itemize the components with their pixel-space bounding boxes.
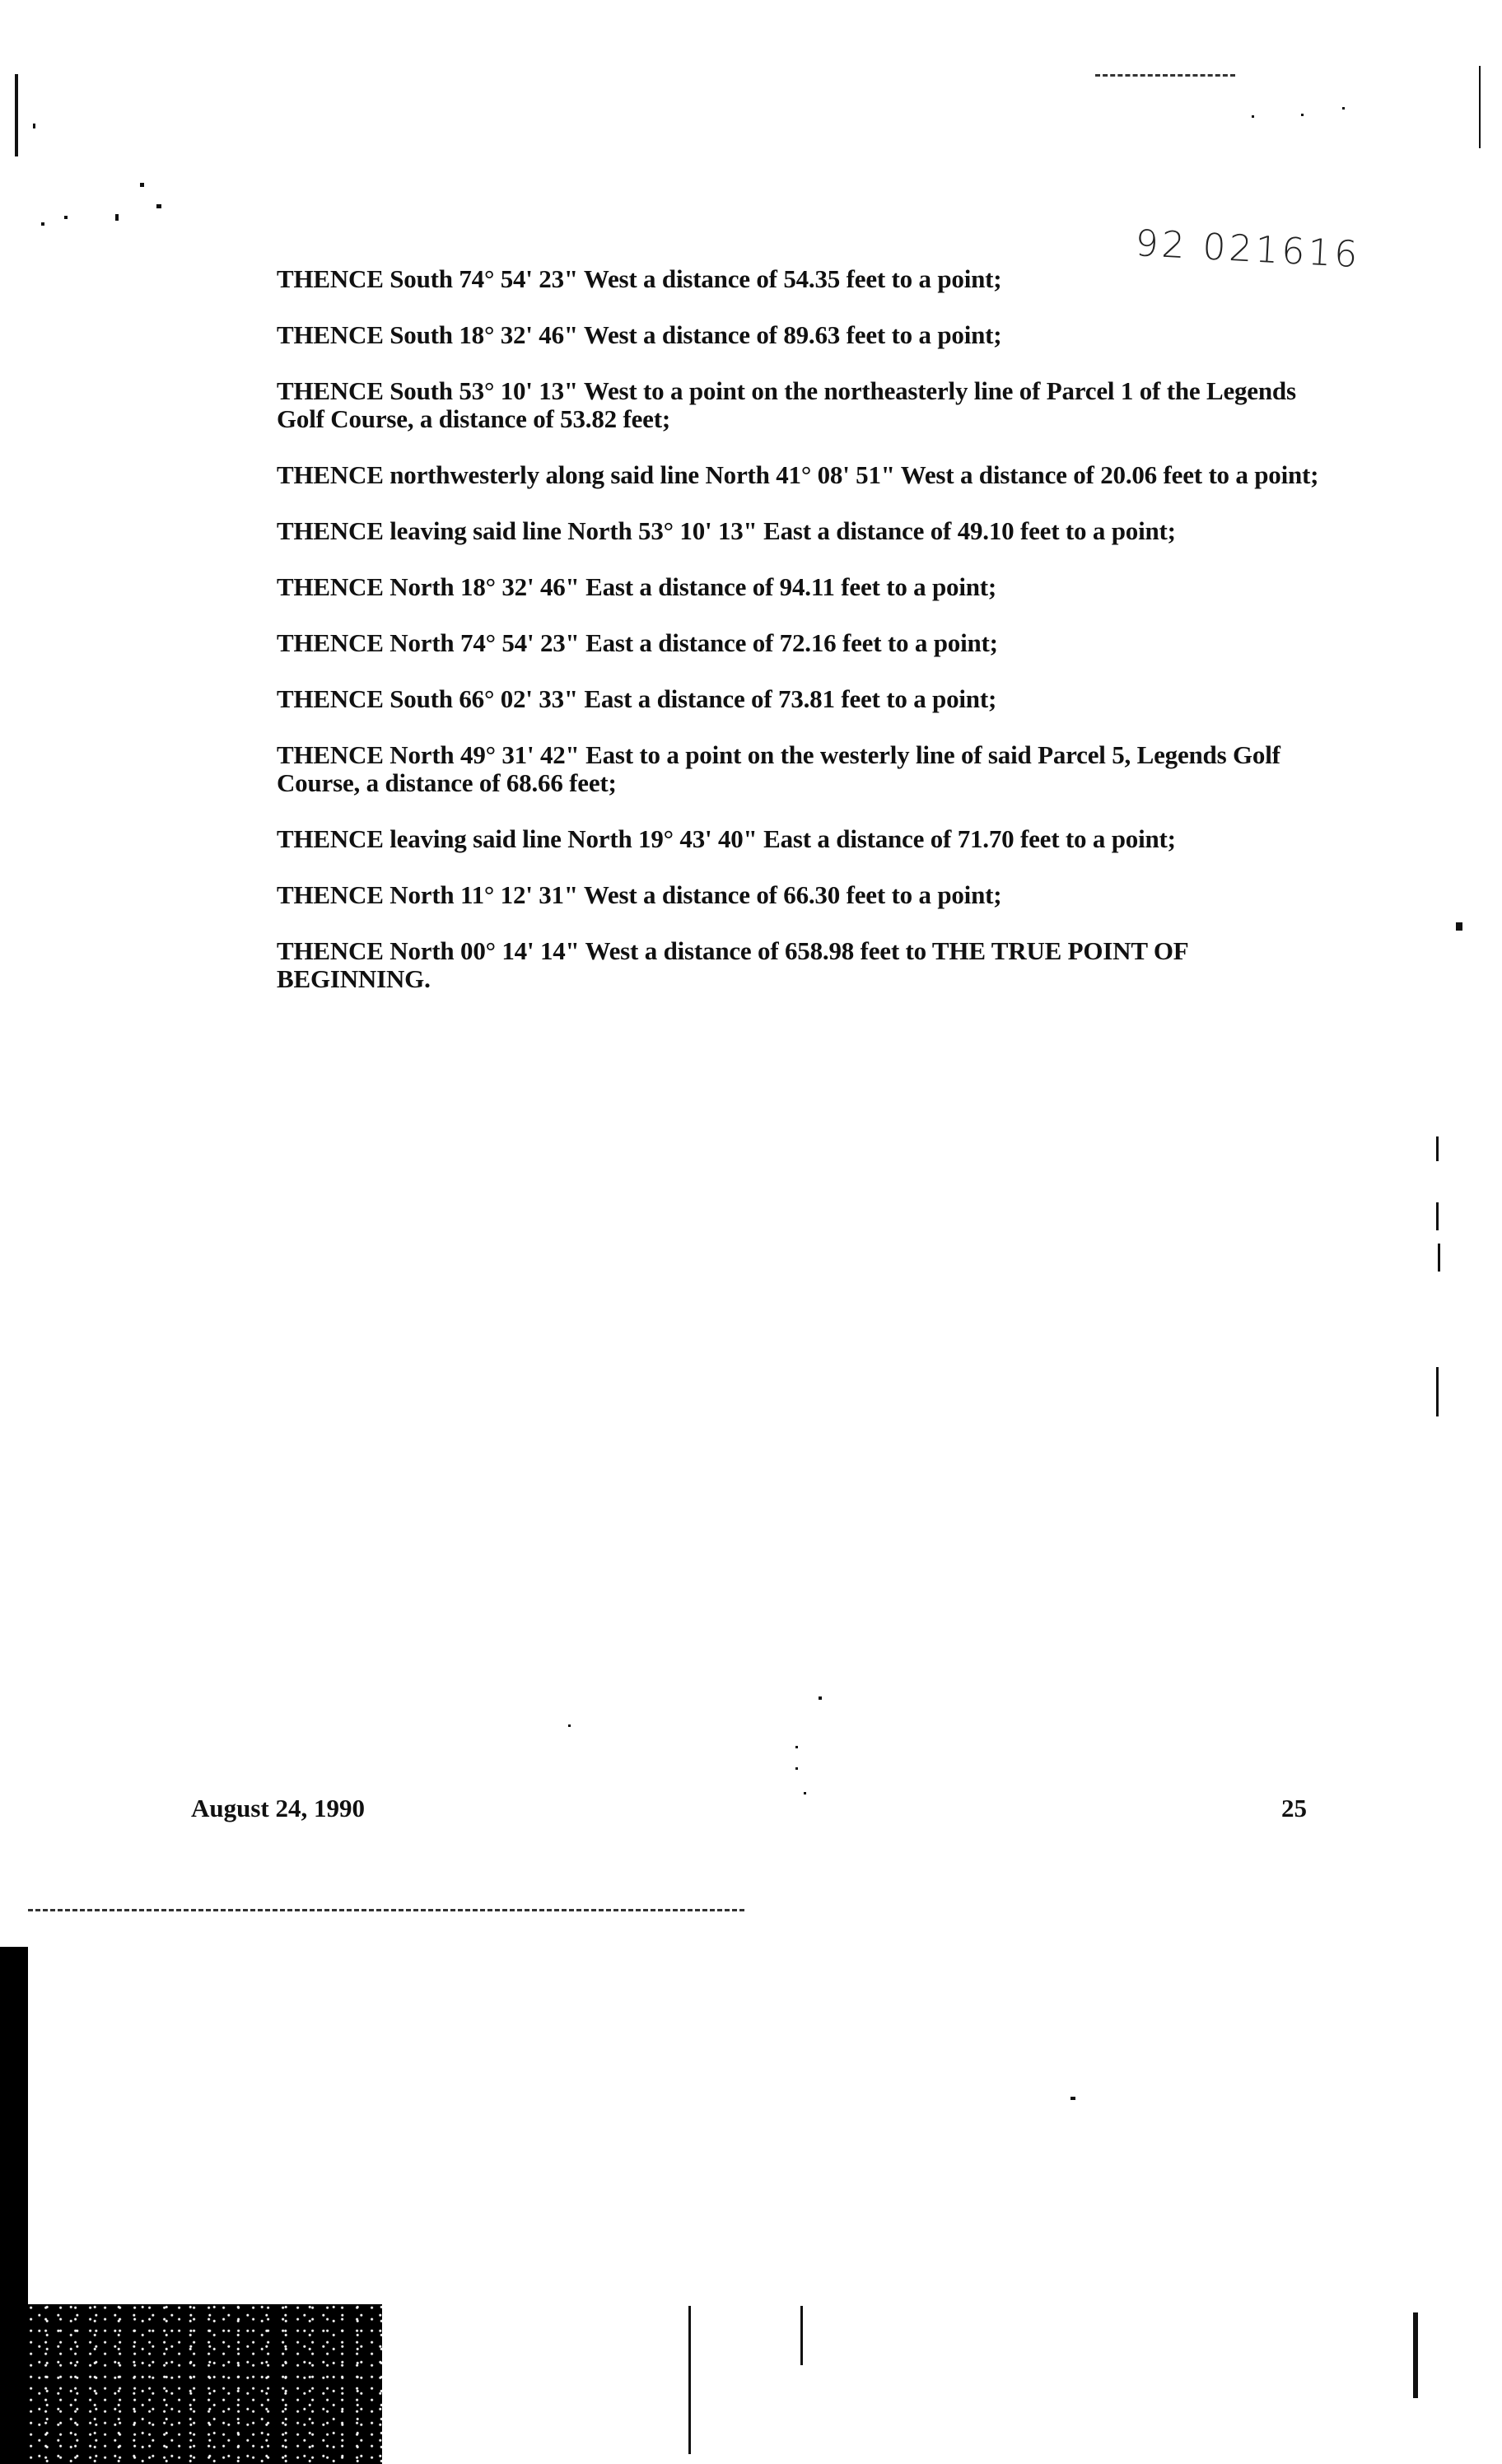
document-date: August 24, 1990 [191, 1794, 366, 1822]
scan-artifact-mark [1479, 66, 1481, 148]
scan-artifact-mark [140, 183, 144, 187]
scan-edge-noise [28, 2304, 382, 2464]
scan-edge-shadow [0, 1947, 28, 2464]
scan-artifact-mark [1301, 114, 1304, 116]
scan-artifact-mark [64, 216, 68, 219]
scan-artifact-mark [1456, 922, 1462, 931]
scan-artifact-mark [1071, 2097, 1075, 2100]
course-paragraph: THENCE North 11° 12' 31" West a distance of 66.30 feet to a point; [277, 880, 1002, 909]
scan-artifact-mark [795, 1767, 798, 1770]
course-paragraph: THENCE North 18° 32' 46" East a distance of 94.11 feet to a point; [277, 572, 997, 601]
scan-artifact-mark [1438, 1244, 1440, 1272]
scan-artifact-mark [1436, 1136, 1439, 1161]
scan-artifact-mark [15, 74, 18, 156]
scan-artifact-mark [115, 214, 119, 221]
scan-artifact-dashes [1095, 74, 1235, 77]
legal-description [277, 265, 1322, 1021]
course-paragraph: THENCE North 74° 54' 23" East a distance of 72.16 feet to a point; [277, 628, 998, 657]
course-paragraph: THENCE leaving said line North 53° 10' 13" East a distance of 49.10 feet to a point; [277, 516, 1176, 545]
course-paragraph: THENCE North 00° 14' 14" West a distance of 658.98 feet to THE TRUE POINT OF BEGINNING. [277, 936, 1188, 993]
scan-artifact-mark [1252, 115, 1254, 118]
scan-artifact-line [800, 2306, 803, 2365]
course-paragraph: THENCE South 18° 32' 46" West a distance of 89.63 feet to a point; [277, 320, 1002, 349]
course-paragraph: THENCE South 74° 54' 23" West a distance of 54.35 feet to a point; [277, 264, 1002, 293]
course-paragraph: THENCE South 66° 02' 33" East a distance of 73.81 feet to a point; [277, 684, 997, 713]
page-number: 25 [1281, 1794, 1307, 1822]
course-paragraph: THENCE northwesterly along said line North 41° 08' 51" West a distance of 20.06 feet to a point; [277, 460, 1319, 489]
course-paragraph: THENCE South 53° 10' 13" West to a point on the northeasterly line of Parcel 1 of the Legends Golf Course, a distance of 53.82 feet; [277, 376, 1296, 433]
scan-artifact-mark [568, 1724, 571, 1727]
scan-artifact-mark [156, 204, 161, 208]
scan-artifact-mark [1436, 1202, 1439, 1230]
scan-artifact-line [688, 2306, 691, 2454]
course-paragraph: THENCE leaving said line North 19° 43' 40" East a distance of 71.70 feet to a point; [277, 824, 1176, 853]
scan-artifact-mark [804, 1792, 806, 1794]
scan-artifact-mark [819, 1696, 822, 1700]
scan-artifact-mark [41, 222, 44, 226]
scan-artifact-mark [33, 124, 35, 128]
scan-artifact-mark [795, 1746, 798, 1748]
scan-artifact-mark [1436, 1367, 1439, 1416]
scan-artifact-line [1413, 2312, 1418, 2398]
scan-artifact-mark [1342, 107, 1345, 110]
scan-artifact-dashes [28, 1909, 744, 1911]
recording-number: 92 021616 [1134, 222, 1362, 277]
course-paragraph: THENCE North 49° 31' 42" East to a point on the westerly line of said Parcel 5, Legends Golf Course, a distance of 68.66 feet; [277, 740, 1280, 797]
